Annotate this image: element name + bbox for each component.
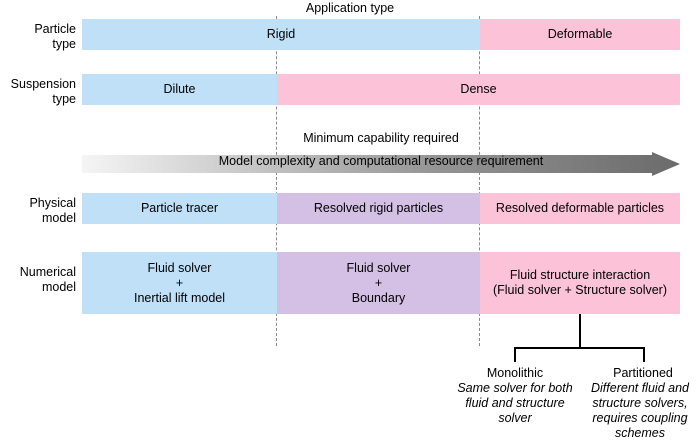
- connector-branch-right: [643, 347, 645, 362]
- row-label-suspension-type: [0, 77, 76, 107]
- row-label-numerical-model: [0, 265, 76, 295]
- row-label-suspension-type-line2: type: [52, 92, 76, 106]
- cell-dense: [277, 74, 680, 105]
- row-label-particle-type-line1: Particle: [34, 22, 76, 36]
- cell-deformable-label: Deformable: [547, 27, 613, 41]
- row-label-physical-model-line2: model: [41, 211, 76, 225]
- leaf-partitioned-desc-line4: schemes: [614, 426, 666, 440]
- leaf-partitioned-desc-line2: structure solvers,: [592, 396, 688, 410]
- cell-fluid-solver-boundary-line3: Boundary: [351, 290, 406, 305]
- complexity-arrow-label: Model complexity and computational resource requirement: [218, 154, 544, 168]
- row-label-suspension-type-line1: Suspension: [10, 77, 76, 91]
- leaf-partitioned-title: Partitioned: [613, 366, 673, 380]
- cell-particle-tracer-label: Particle tracer: [140, 201, 219, 215]
- row-label-numerical-model-line1: Numerical: [19, 265, 76, 279]
- row-label-numerical-model-line2: model: [41, 280, 76, 294]
- cell-deformable: [480, 19, 680, 50]
- cell-fluid-solver-inertial-lift-line2: +: [175, 275, 184, 290]
- cell-fluid-solver-boundary: [277, 252, 480, 314]
- leaf-monolithic-desc: [450, 381, 580, 426]
- cell-dilute-label: Dilute: [163, 82, 196, 96]
- minimum-capability-caption: Minimum capability required: [303, 131, 459, 145]
- cell-fluid-structure-interaction-line1: Fluid structure interaction: [509, 268, 651, 282]
- cell-rigid: [82, 19, 480, 50]
- cell-fluid-solver-inertial-lift: [82, 252, 277, 314]
- diagram-title: Application type: [305, 1, 395, 15]
- cell-fluid-structure-interaction: [480, 252, 680, 314]
- cell-fluid-solver-inertial-lift-line1: Fluid solver: [147, 260, 212, 275]
- row-label-physical-model-line1: Physical: [29, 196, 76, 210]
- cell-dilute: [82, 74, 277, 105]
- connector-stem: [579, 314, 581, 348]
- leaf-partitioned-desc: [580, 381, 700, 441]
- row-label-physical-model: [0, 196, 76, 226]
- cell-resolved-deformable-particles-label: Resolved deformable particles: [495, 201, 665, 215]
- leaf-monolithic-title: Monolithic: [486, 366, 544, 380]
- complexity-arrow: [82, 152, 680, 176]
- cell-fluid-solver-boundary-line1: Fluid solver: [346, 260, 411, 275]
- cell-particle-tracer: [82, 193, 277, 224]
- leaf-monolithic-desc-line2: fluid and structure: [465, 396, 565, 410]
- cell-fluid-solver-inertial-lift-line3: Inertial lift model: [133, 290, 225, 305]
- row-label-particle-type: [0, 22, 76, 52]
- leaf-monolithic-desc-line1: Same solver for both: [457, 381, 573, 395]
- cell-dense-label: Dense: [460, 82, 497, 96]
- cell-fluid-structure-interaction-line2: (Fluid solver + Structure solver): [492, 283, 667, 297]
- cell-rigid-label: Rigid: [266, 27, 296, 41]
- cell-resolved-rigid-particles-label: Resolved rigid particles: [313, 201, 444, 215]
- cell-resolved-rigid-particles: [277, 193, 480, 224]
- row-label-particle-type-line2: type: [52, 37, 76, 51]
- cell-resolved-deformable-particles: [480, 193, 680, 224]
- leaf-partitioned-desc-line3: requires coupling: [592, 411, 688, 425]
- leaf-monolithic-desc-line3: solver: [498, 411, 532, 425]
- leaf-partitioned-desc-line1: Different fluid and: [591, 381, 689, 395]
- connector-horizontal: [514, 347, 644, 349]
- connector-branch-left: [514, 347, 516, 362]
- cell-fluid-solver-boundary-line2: +: [374, 275, 383, 290]
